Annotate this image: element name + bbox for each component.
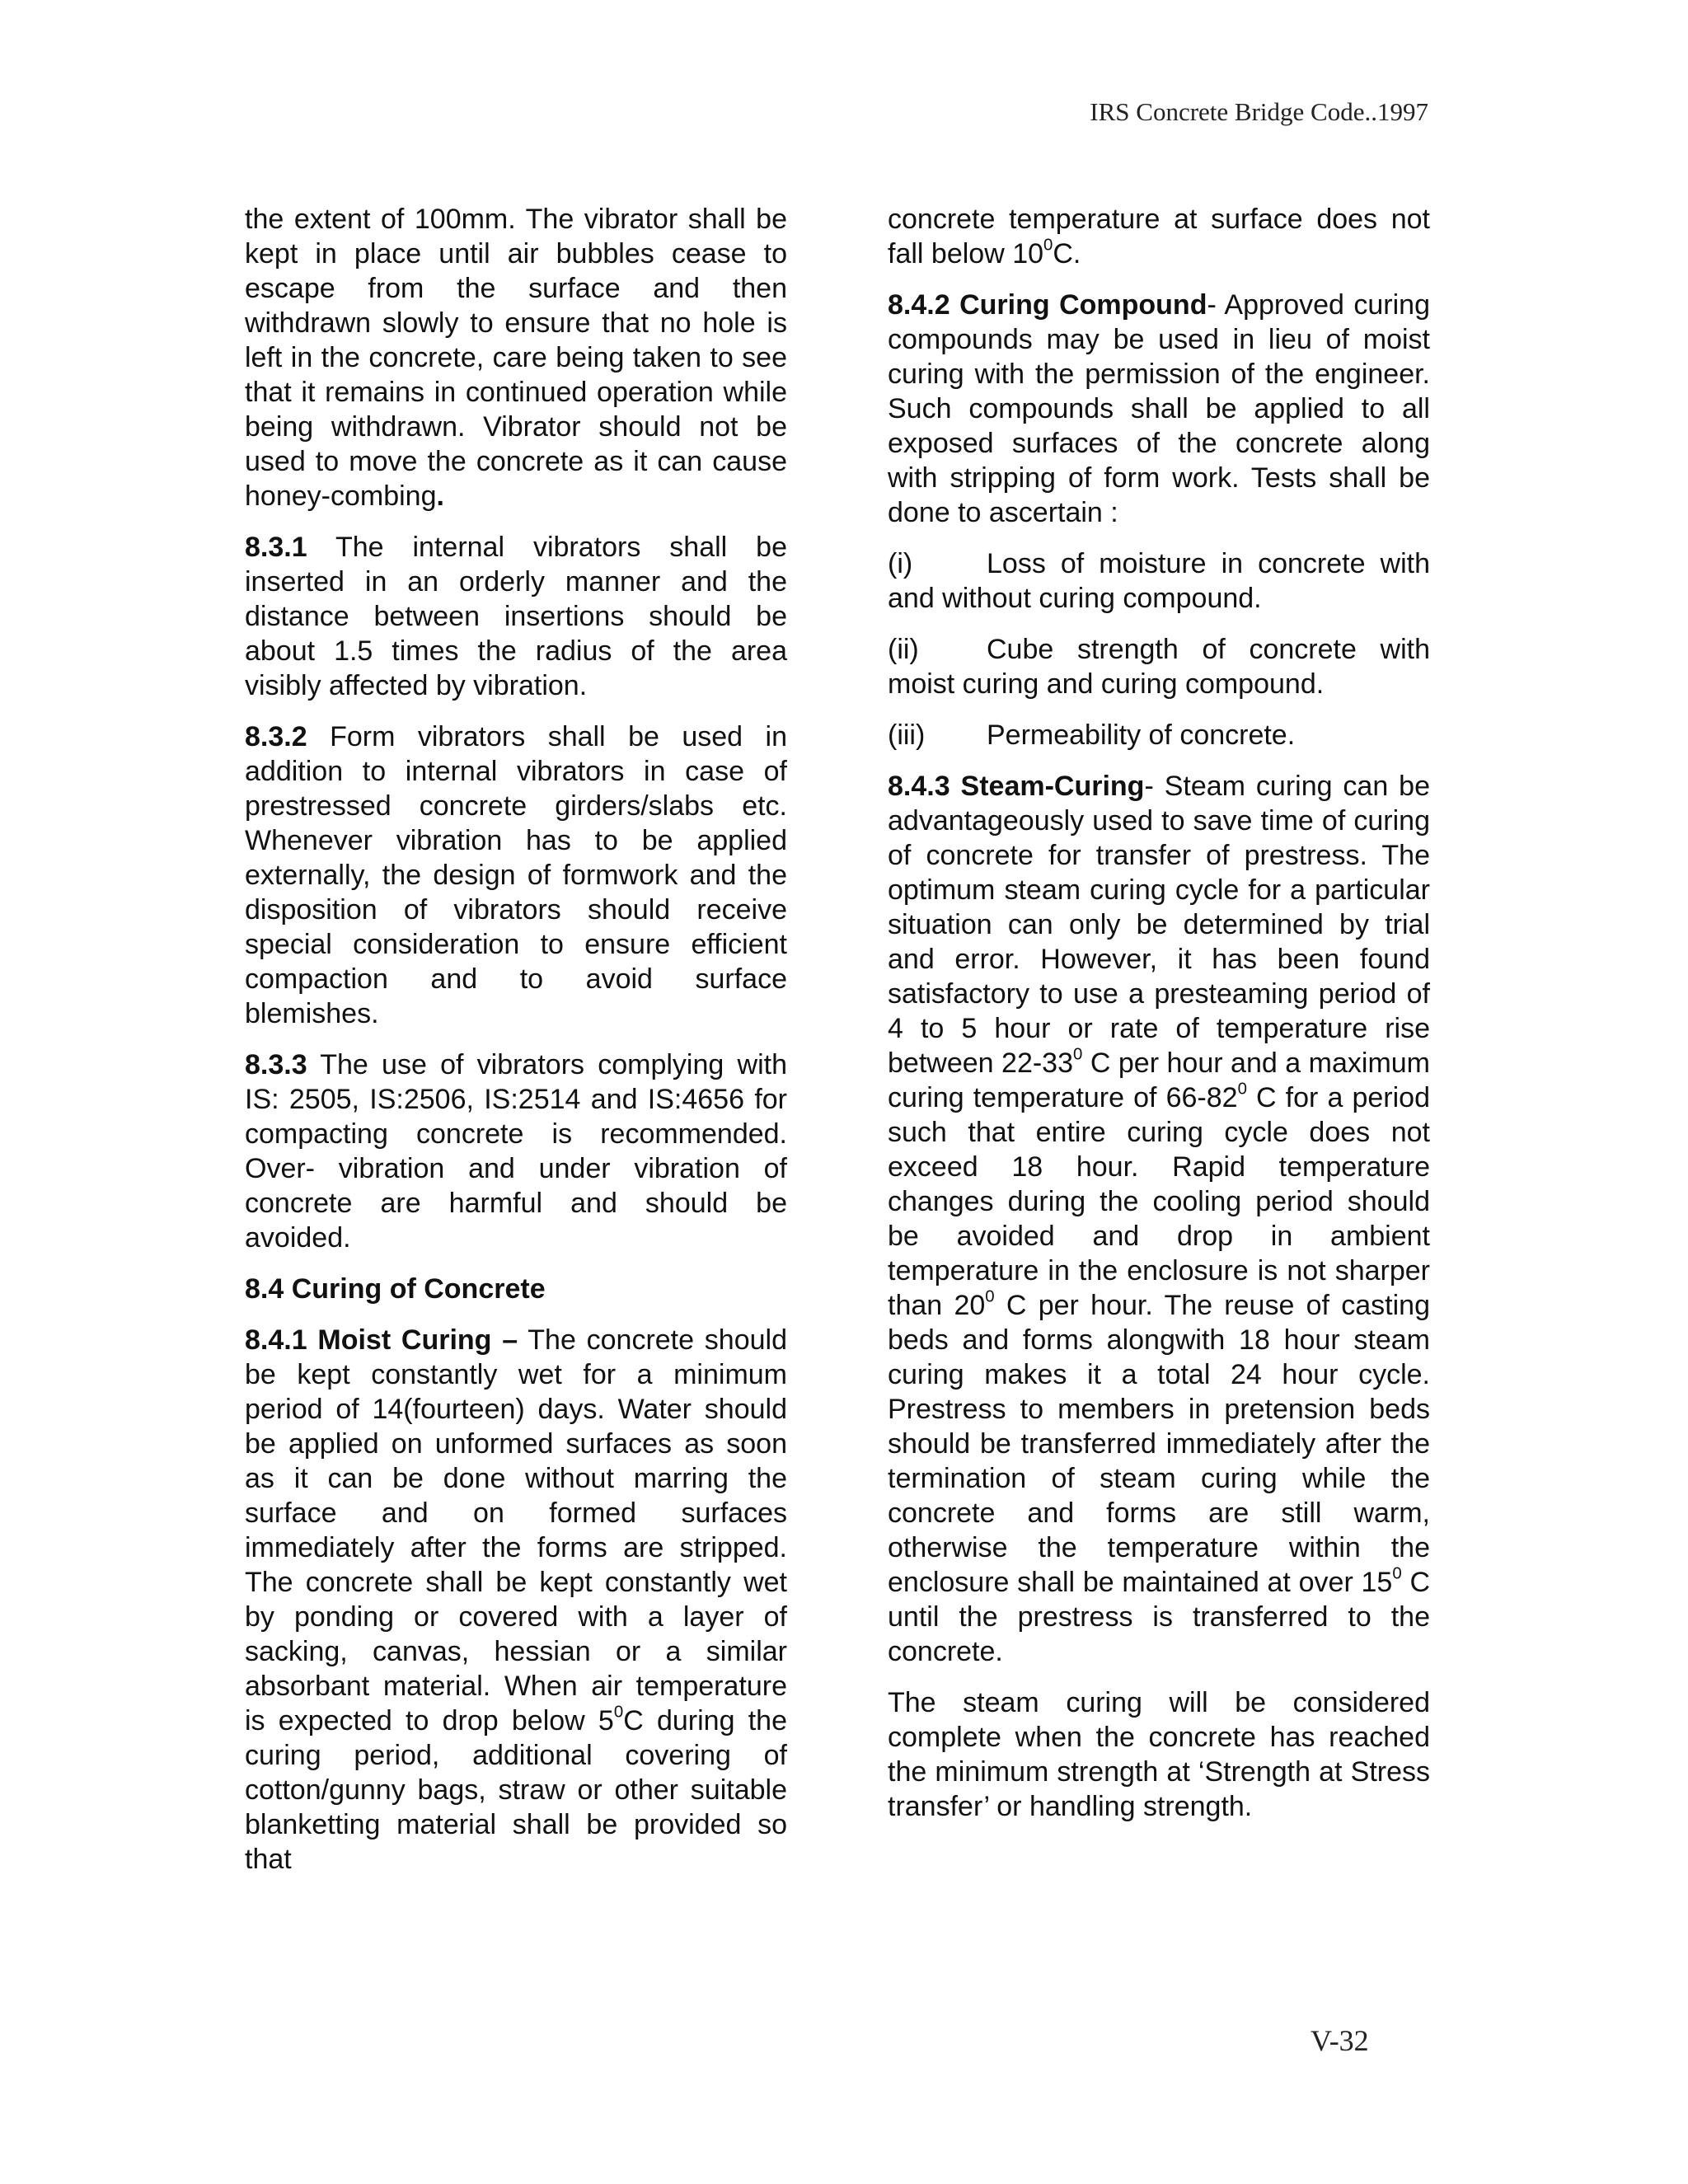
superscript-degree: 0 [1392, 1564, 1402, 1583]
list-label: (i) [888, 548, 913, 579]
section-number: 8.3.3 [245, 1049, 307, 1080]
paragraph-temperature-continued [888, 202, 1430, 271]
section-text: The internal vibrators shall be inserted in an orderly manner and the distance between insertions should be about 1.5 times the radius of the area visibly affected by vibration. [245, 532, 787, 701]
section-heading: 8.4.3 Steam-Curing [888, 771, 1145, 802]
superscript-degree: 0 [1073, 1045, 1083, 1064]
running-head: IRS Concrete Bridge Code..1997 [1090, 97, 1428, 126]
left-column [245, 202, 787, 1893]
heading-curing-of-concrete: 8.4 Curing of Concrete [245, 1273, 546, 1305]
section-text: C until the prestress is transferred to the concrete. [888, 1567, 1430, 1667]
section-8-3-1 [245, 530, 787, 703]
paragraph-text: concrete temperature at surface does not fall below 10 [888, 204, 1430, 269]
section-text: - Approved curing compounds may be used in lieu of moist curing with the permission of the engineer. Such compounds shall be applied to all exposed surfaces of the concrete along with stripping of form work. Tests shall be done to ascertain : [888, 289, 1430, 528]
superscript-degree: 0 [1043, 236, 1053, 255]
page-number: V-32 [1311, 2024, 1369, 2057]
section-text: - Steam curing can be advantageously used to save time of curing of concrete for transfer of prestress. The optimum steam curing cycle for a particular situation can only be determined by trial and error. However, it has been found satisfactory to use a presteaming period of 4 to 5 hour or rate of temperature rise between 22-33 [888, 771, 1430, 1079]
section-text: C per hour and a maximum curing temperature of 66-82 [888, 1047, 1430, 1113]
section-text: The concrete should be kept constantly wet for a minimum period of 14(fourteen) days. Water should be applied on unformed surfaces as soon as it can be done without marring the surface and on formed surfaces immediately after the forms are stripped. The concrete shall be kept constantly wet by ponding or covered with a layer of sacking, canvas, hessian or a similar absorbant material. When air temperature is expected to drop below 5 [245, 1324, 787, 1736]
paragraph-text: the extent of 100mm. The vibrator shall be kept in place until air bubbles cease to escape from the surface and then withdrawn slowly to ensure that no hole is left in the concrete, care being taken to see that it remains in continued operation while being withdrawn. Vibrator should not be used to move the concrete as it can cause honey-combing [245, 204, 787, 512]
section-8-4-3 [888, 769, 1430, 1669]
section-text: The use of vibrators complying with IS: 2505, IS:2506, IS:2514 and IS:4656 for compacting concrete is recommended. Over- vibration and under vibration of concrete are harmful and should be avoided. [245, 1049, 787, 1254]
right-column [888, 202, 1430, 1840]
list-text: Cube strength of concrete with moist curing and curing compound. [888, 634, 1430, 700]
list-label: (ii) [888, 634, 919, 665]
section-heading: 8.4.1 Moist Curing – [245, 1324, 518, 1356]
section-8-3-3 [245, 1047, 787, 1255]
section-8-4-1 [245, 1323, 787, 1877]
section-text: Form vibrators shall be used in addition to internal vibrators in case of prestressed concrete girders/slabs etc. Whenever vibration has to be applied externally, the design of formwork and the disposition of vibrators should receive special consideration to ensure efficient compaction and to avoid surface blemishes. [245, 721, 787, 1029]
paragraph-steam-curing-complete: The steam curing will be considered complete when the concrete has reached the minimum strength at ‘Strength at Stress transfer’ or handling strength. [888, 1687, 1430, 1822]
list-text: Loss of moisture in concrete with and without curing compound. [888, 548, 1430, 614]
section-text-continued: C during the curing period, additional covering of cotton/gunny bags, straw or other suitable blanketting material shall be provided so that [245, 1705, 787, 1875]
paragraph-vibrator-continued [245, 202, 787, 513]
section-text: C for a period such that entire curing cycle does not exceed 18 hour. Rapid temperature changes during the cooling period should be avoided and drop in ambient temperature in the enclosure is not sharper than 20 [888, 1082, 1430, 1321]
superscript-degree: 0 [613, 1703, 624, 1722]
paragraph-period: . [436, 480, 444, 512]
list-item [888, 718, 1430, 752]
section-text: C per hour. The reuse of casting beds and forms alongwith 18 hour steam curing makes it a total 24 hour cycle. Prestress to members in pretension beds should be transferred immediately after the termination of steam curing while the concrete and forms are still warm, otherwise the temperature within the enclosure shall be maintained at over 15 [888, 1290, 1430, 1598]
paragraph-text-end: C. [1053, 238, 1081, 269]
section-number: 8.3.1 [245, 532, 307, 563]
superscript-degree: 0 [985, 1287, 995, 1306]
section-8-4-2 [888, 288, 1430, 530]
list-label: (iii) [888, 719, 926, 751]
list-text: Permeability of concrete. [987, 719, 1296, 751]
list-item [888, 546, 1430, 616]
section-heading: 8.4.2 Curing Compound [888, 289, 1207, 321]
superscript-degree: 0 [1237, 1080, 1247, 1099]
section-8-3-2 [245, 719, 787, 1031]
section-number: 8.3.2 [245, 721, 307, 752]
list-item [888, 632, 1430, 701]
